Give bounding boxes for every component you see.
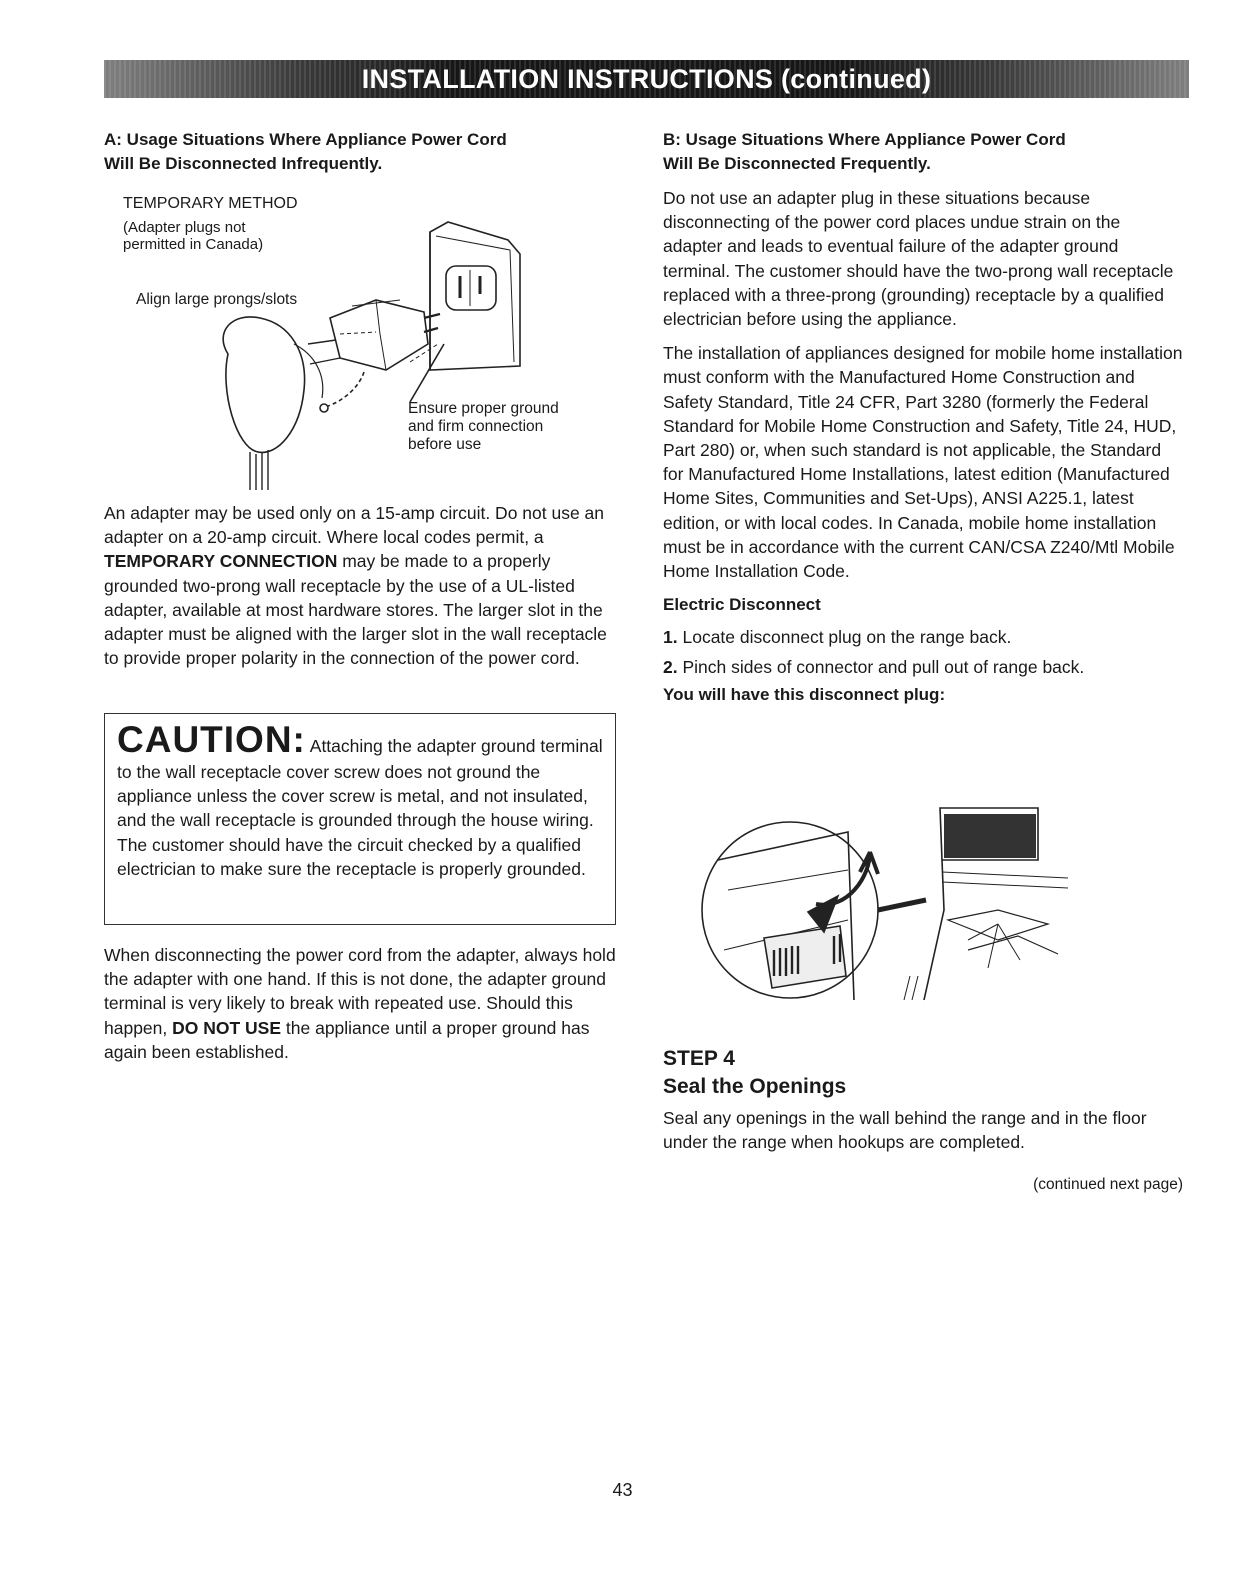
left-para1-text-a: An adapter may be used only on a 15-amp circuit. Do not use an adapter on a 20-amp circuit. Where local codes permit, a bbox=[104, 503, 605, 548]
ground-pigtail bbox=[328, 372, 364, 406]
electric-disconnect-heading: Electric Disconnect bbox=[663, 595, 821, 615]
wall-plate-outline bbox=[430, 222, 520, 370]
step-2-text: Pinch sides of connector and pull out of range back. bbox=[682, 657, 1085, 678]
ground-label-line1: Ensure proper ground bbox=[408, 400, 559, 417]
ground-label-line3: before use bbox=[408, 436, 482, 453]
range-trim bbox=[942, 872, 1068, 888]
disconnect-plug-illustration bbox=[698, 800, 1078, 1020]
left-para2-bold: DO NOT USE bbox=[172, 1017, 282, 1038]
disconnect-step-2 bbox=[663, 655, 1183, 679]
step-1-text: Locate disconnect plug on the range back. bbox=[682, 627, 1012, 648]
section-banner bbox=[104, 60, 1189, 98]
receptacle-face bbox=[446, 266, 496, 310]
caution-box bbox=[104, 713, 616, 925]
plug-note: You will have this disconnect plug: bbox=[663, 684, 946, 704]
step-1-number: 1. bbox=[663, 627, 678, 648]
step4-block bbox=[663, 1045, 1183, 1154]
ground-label-line2: and firm connection bbox=[408, 418, 544, 435]
adapter-face-dash bbox=[340, 332, 376, 334]
range-side bbox=[924, 860, 944, 1000]
continued-note: (continued next page) bbox=[1033, 1176, 1183, 1193]
step-title: Seal the Openings bbox=[663, 1075, 847, 1098]
step-label: STEP 4 bbox=[663, 1047, 735, 1070]
section-a-heading-line2: Will Be Disconnected Infrequently. bbox=[104, 154, 383, 173]
adapter-body bbox=[330, 300, 428, 370]
cord bbox=[250, 450, 268, 490]
panel-line bbox=[728, 870, 848, 890]
right-column bbox=[663, 128, 1183, 707]
pull-arrow bbox=[816, 852, 878, 905]
wall-plate-inner bbox=[436, 236, 514, 362]
connector-link-arrow bbox=[878, 900, 926, 910]
plug-prongs-link bbox=[308, 340, 340, 364]
method-note-line1: (Adapter plugs not bbox=[123, 219, 246, 236]
plug-rim bbox=[294, 344, 323, 398]
left-column bbox=[104, 128, 619, 176]
caution-word: CAUTION: bbox=[117, 719, 306, 760]
left-para2 bbox=[104, 943, 619, 1064]
plug-head bbox=[223, 317, 304, 452]
ground-screw bbox=[320, 404, 328, 412]
left-para2-block bbox=[104, 943, 619, 1064]
section-b-heading-line1: B: Usage Situations Where Appliance Power Cord bbox=[663, 130, 1066, 149]
section-a-heading-line1: A: Usage Situations Where Appliance Power Cord bbox=[104, 130, 507, 149]
range-back-dark bbox=[944, 814, 1036, 858]
adapter-illustration bbox=[118, 194, 598, 494]
left-para1-bold: TEMPORARY CONNECTION bbox=[104, 551, 338, 572]
section-b-heading-line2: Will Be Disconnected Frequently. bbox=[663, 154, 931, 173]
method-note-line2: permitted in Canada) bbox=[123, 236, 264, 253]
step-text: Seal any openings in the wall behind the range and in the floor under the range when hookups are completed. bbox=[663, 1108, 1147, 1153]
right-para1: Do not use an adapter plug in these situations because disconnecting of the power cord places undue strain on the adapter and leads to eventual failure of the adapter ground terminal. The customer should have the two-prong wall receptacle replaced with a three-prong (grounding) receptacle by a qualified electrician before using the appliance. bbox=[663, 188, 1174, 330]
step-2-number: 2. bbox=[663, 657, 678, 678]
right-para2: The installation of appliances designed for mobile home installation must conform with the Manufactured Home Construction and Safety Standard, Title 24 CFR, Part 3280 (formerly the Federal Standard for Mobile Home Construction and Safety, Title 24, HUD, Part 280) or, when such standard is not applicable, the Standard for Manufactured Home Installations, latest edition (Manufactured Home Sites, Communities and Set-Ups), ANSI A225.1, latest edition, or with local codes. In Canada, mobile home installation must be in accordance with the current CAN/CSA Z240/Mtl Mobile Home Installation Code. bbox=[663, 343, 1183, 582]
left-para2-text-b: the appliance until a proper ground has again been established. bbox=[104, 1017, 590, 1062]
method-title: TEMPORARY METHOD bbox=[123, 195, 298, 212]
left-para1 bbox=[104, 501, 619, 670]
left-para1-text-b: may be made to a properly grounded two-prong wall receptacle by the use of a UL-listed adapter, available at most hardware stores. The larger slot in the adapter must be aligned with the larger slot in the wall receptacle to provide proper polarity in the connection of the power cord. bbox=[104, 551, 607, 669]
adapter-front bbox=[376, 300, 386, 370]
left-para1-block bbox=[104, 501, 619, 670]
page-number: 43 bbox=[612, 1480, 633, 1500]
adapter-figure bbox=[118, 194, 598, 494]
range-legs bbox=[904, 976, 918, 1000]
disconnect-step-1 bbox=[663, 625, 1183, 649]
caution-text: Attaching the adapter ground terminal to the wall receptacle cover screw does not ground the appliance unless the cover screw is metal, and not insulated, and the wall receptacle is grounded through the house wiring. The customer should have the circuit checked by a qualified electrician to make sure the receptacle is properly grounded. bbox=[117, 736, 603, 879]
align-label: Align large prongs/slots bbox=[136, 291, 298, 308]
banner-title: INSTALLATION INSTRUCTIONS (continued) bbox=[361, 64, 932, 94]
left-para2-text-a: When disconnecting the power cord from the adapter, always hold the adapter with one hand. If this is not done, the adapter ground terminal is very likely to break with repeated use. Should this happen, bbox=[104, 945, 616, 1038]
